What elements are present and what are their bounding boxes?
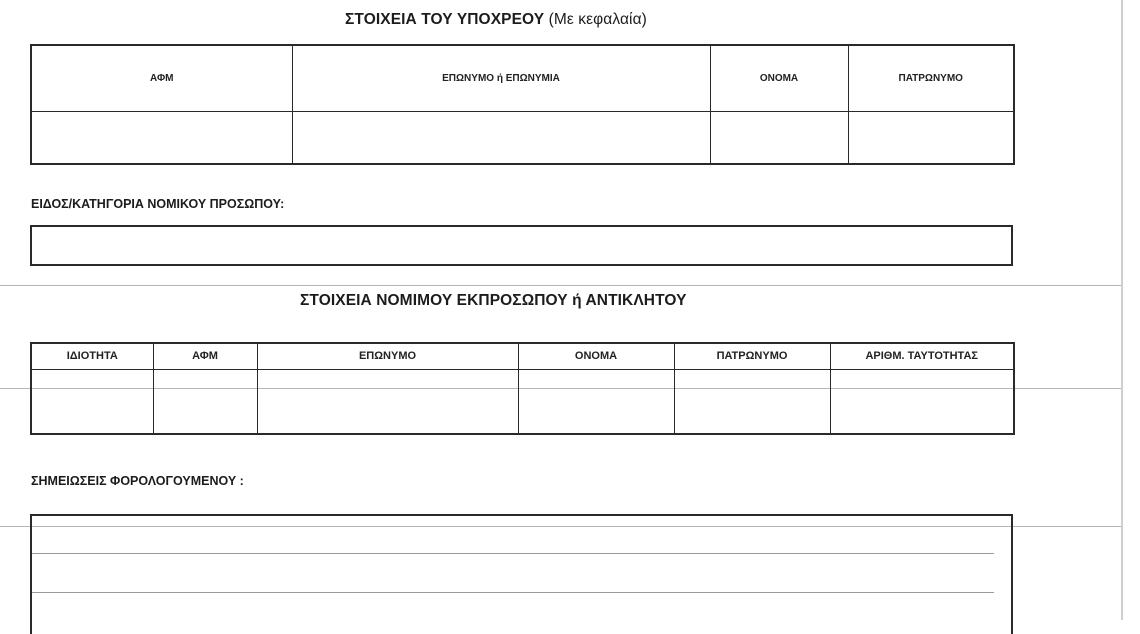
representative-fathers-name-field[interactable] [674, 369, 830, 434]
representative-header-row [31, 343, 1014, 369]
column-header-first-name: ΟΝΟΜΑ [710, 45, 848, 111]
representative-afm-field[interactable] [153, 369, 257, 434]
taxpayer-notes-label: ΣΗΜΕΙΩΣΕΙΣ ΦΟΡΟΛΟΓΟΥΜΕΝΟΥ : [31, 474, 244, 488]
column-header-afm: ΑΦΜ [31, 45, 292, 111]
obligor-section-title [345, 11, 647, 29]
page-fold-line [0, 285, 1121, 286]
representative-first-name-field[interactable] [518, 369, 674, 434]
first-name-field[interactable] [710, 111, 848, 164]
legal-entity-field[interactable] [30, 225, 1013, 266]
representative-table [30, 342, 1015, 435]
column-header-surname: ΕΠΩΝΥΜΟ [257, 343, 518, 369]
fathers-name-field[interactable] [848, 111, 1014, 164]
column-header-surname-or-company: ΕΠΩΝΥΜΟ ή ΕΠΩΝΥΜΙΑ [292, 45, 710, 111]
page-edge-line [1121, 0, 1123, 620]
column-header-afm: ΑΦΜ [153, 343, 257, 369]
afm-field[interactable] [31, 111, 292, 164]
column-header-id-number: ΑΡΙΘΜ. ΤΑΥΤΟΤΗΤΑΣ [830, 343, 1014, 369]
legal-entity-label: ΕΙΔΟΣ/ΚΑΤΗΓΟΡΙΑ ΝΟΜΙΚΟΥ ΠΡΟΣΩΠΟΥ: [31, 197, 285, 211]
notes-ruled-line [32, 553, 994, 554]
taxpayer-notes-field[interactable] [30, 514, 1013, 634]
obligor-title-note: (Με κεφαλαία) [548, 11, 647, 28]
surname-or-company-field[interactable] [292, 111, 710, 164]
capacity-field[interactable] [31, 369, 153, 434]
column-header-fathers-name: ΠΑΤΡΩΝΥΜΟ [848, 45, 1014, 111]
obligor-input-row [31, 111, 1014, 164]
representative-section-title: ΣΤΟΙΧΕΙΑ ΝΟΜΙΜΟΥ ΕΚΠΡΟΣΩΠΟΥ ή ΑΝΤΙΚΛΗΤΟΥ [300, 292, 687, 309]
obligor-table [30, 44, 1015, 165]
column-header-first-name: ΟΝΟΜΑ [518, 343, 674, 369]
obligor-title-text: ΣΤΟΙΧΕΙΑ ΤΟΥ ΥΠΟΧΡΕΟΥ [345, 11, 545, 28]
id-number-field[interactable] [830, 369, 1014, 434]
representative-input-row [31, 369, 1014, 434]
column-header-fathers-name: ΠΑΤΡΩΝΥΜΟ [674, 343, 830, 369]
representative-surname-field[interactable] [257, 369, 518, 434]
column-header-capacity: ΙΔΙΟΤΗΤΑ [31, 343, 153, 369]
notes-ruled-line [32, 592, 994, 593]
obligor-header-row [31, 45, 1014, 111]
